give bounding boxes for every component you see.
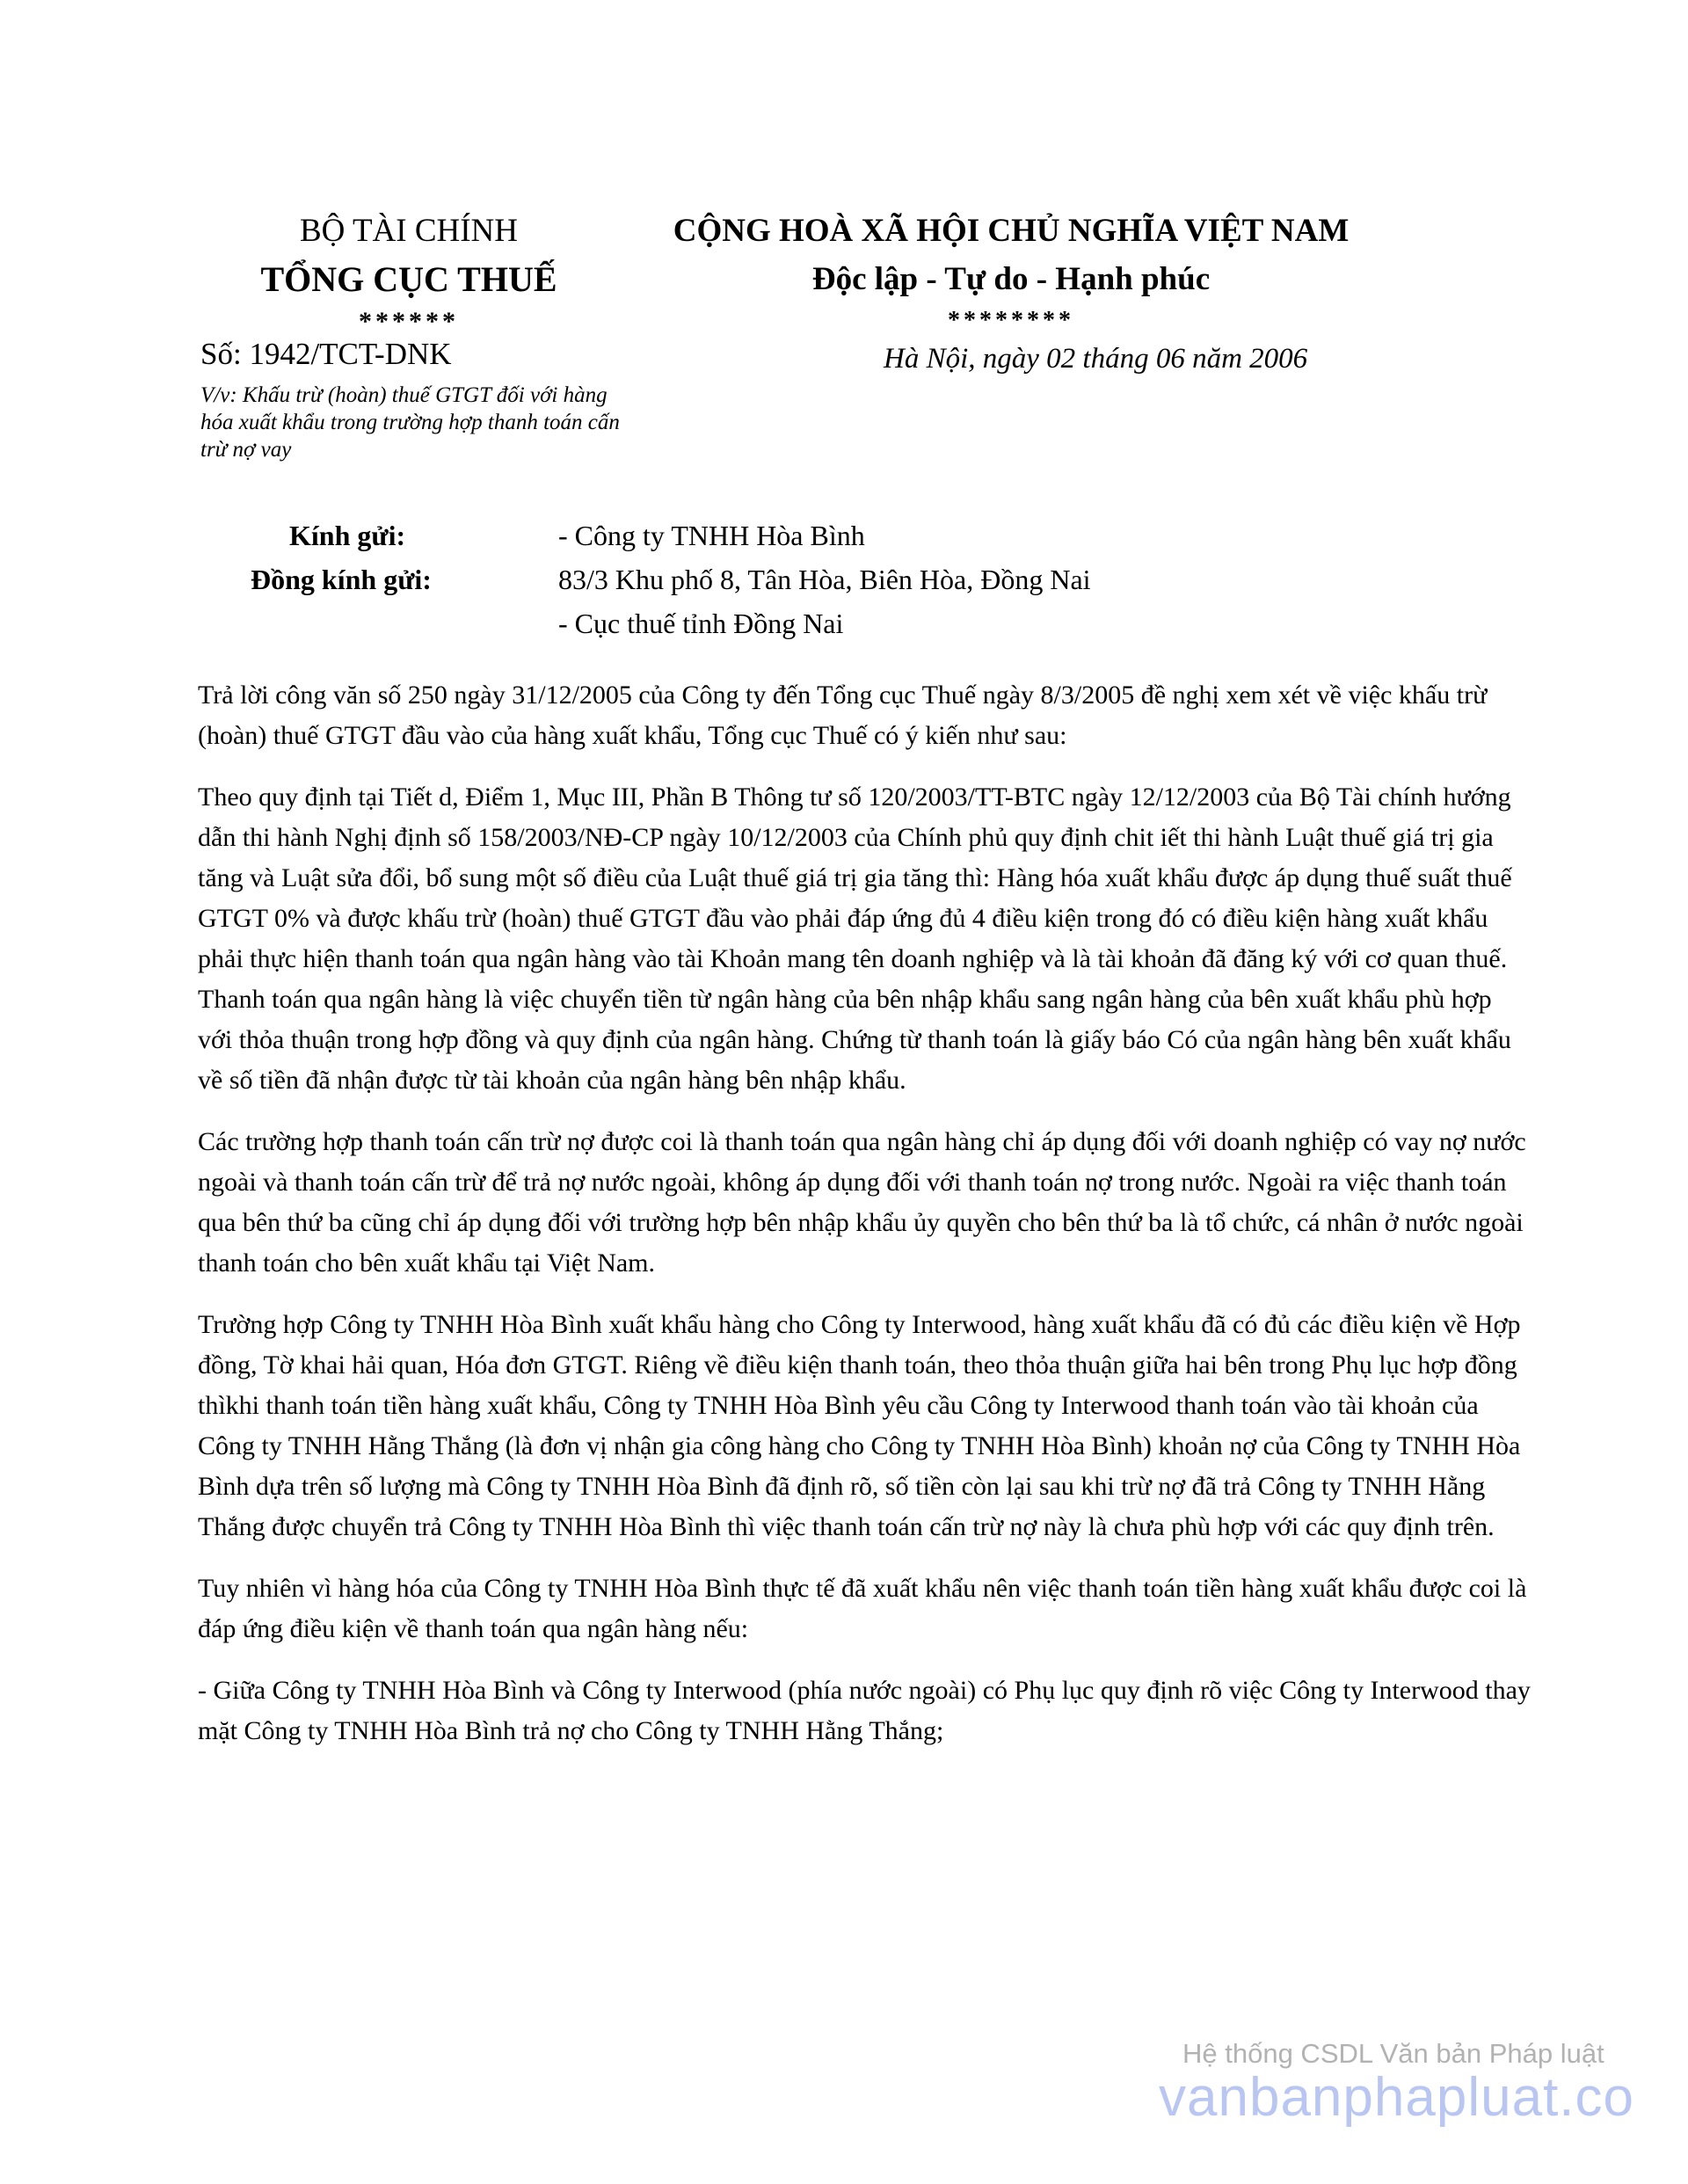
watermark-site: vanbanphapluat.co [1159, 2067, 1635, 2128]
issuer-separator: ****** [359, 307, 459, 336]
subject-line: V/v: Khấu trừ (hoàn) thuế GTGT đối với hàng hóa xuất khẩu trong trường hợp thanh toán cấn trừ nợ vay [200, 383, 620, 462]
paragraph-intro: Trả lời công văn số 250 ngày 31/12/2005 của Công ty đến Tổng cục Thuế ngày 8/3/2005 đề nghị xem xét về việc khấu trừ (hoàn) thuế GTGT đầu vào của hàng xuất khẩu, Tổng cục Thuế có ý kiến như sau: [198, 681, 1488, 750]
issuer-block [198, 207, 620, 338]
recipient-to-value: - Công ty TNHH Hòa Bình [558, 520, 865, 551]
document-number: Số: 1942/TCT-DNK [200, 337, 452, 371]
paragraph-condition-intro: Tuy nhiên vì hàng hóa của Công ty TNHH Hòa Bình thực tế đã xuất khẩu nên việc thanh toán tiền hàng xuất khẩu được coi là đáp ứng điều kiện về thanh toán qua ngân hàng nếu: [198, 1574, 1527, 1643]
letter-body [198, 675, 1532, 1773]
recipient-label-spacer [251, 601, 558, 645]
issuer-department: TỔNG CỤC THUẾ [260, 259, 557, 299]
recipient-address-value: 83/3 Khu phố 8, Tân Hòa, Biên Hòa, Đồng Nai [558, 564, 1091, 595]
recipients-block [251, 513, 1091, 645]
paragraph-regulation: Theo quy định tại Tiết d, Điểm 1, Mục III, Phần B Thông tư số 120/2003/TT-BTC ngày 12/12/2003 của Bộ Tài chính hướng dẫn thi hành Nghị định số 158/2003/NĐ-CP ngày 10/12/2003 của Chính phủ quy định chit iết thi hành Luật thuế giá trị gia tăng và Luật sửa đổi, bổ sung một số điều của Luật thuế giá trị gia tăng thì: Hàng hóa xuất khẩu được áp dụng thuế suất thuế GTGT 0% và được khấu trừ (hoàn) thuế GTGT đầu vào phải đáp ứng đủ 4 điều kiện trong đó có điều kiện hàng xuất khẩu phải thực hiện thanh toán qua ngân hàng vào tài Khoản mang tên doanh nghiệp và là tài khoản đã đăng ký với cơ quan thuế. Thanh toán qua ngân hàng là việc chuyển tiền từ ngân hàng của bên nhập khẩu sang ngân hàng của bên xuất khẩu phù hợp với thỏa thuận trong hợp đồng và quy định của ngân hàng. Chứng từ thanh toán là giấy báo Có của ngân hàng bên xuất khẩu về số tiền đã nhận được từ tài khoản của ngân hàng bên nhập khẩu. [198, 783, 1512, 1095]
watermark-system-label: Hệ thống CSDL Văn bản Pháp luật [1182, 2038, 1604, 2069]
recipient-cc-label: Đồng kính gửi: [251, 564, 432, 595]
paragraph-condition-item: - Giữa Công ty TNHH Hòa Bình và Công ty Interwood (phía nước ngoài) có Phụ lục quy định rõ việc Công ty Interwood thay mặt Công ty TNHH Hòa Bình trả nợ cho Công ty TNHH Hằng Thắng; [198, 1676, 1531, 1745]
dateline: Hà Nội, ngày 02 tháng 06 năm 2006 [884, 343, 1308, 375]
recipient-cc-value: - Cục thuế tỉnh Đồng Nai [558, 608, 844, 639]
national-motto: Độc lập - Tự do - Hạnh phúc [811, 261, 1211, 297]
paragraph-case-details: Trường hợp Công ty TNHH Hòa Bình xuất khẩu hàng cho Công ty Interwood, hàng xuất khẩu đã có đủ các điều kiện về Hợp đồng, Tờ khai hải quan, Hóa đơn GTGT. Riêng về điều kiện thanh toán, theo thỏa thuận giữa hai bên trong Phụ lục hợp đồng thìkhi thanh toán tiền hàng xuất khẩu, Công ty TNHH Hòa Bình yêu cầu Công ty Interwood thanh toán vào tài khoản của Công ty TNHH Hằng Thắng (là đơn vị nhận gia công hàng cho Công ty TNHH Hòa Bình) khoản nợ của Công ty TNHH Hòa Bình dựa trên số lượng mà Công ty TNHH Hòa Bình đã định rõ, số tiền còn lại sau khi trừ nợ đã trả Công ty TNHH Hằng Thắng được chuyển trả Công ty TNHH Hòa Bình thì việc thanh toán cấn trừ nợ này là chưa phù hợp với các quy định trên. [198, 1310, 1521, 1541]
national-title: CỘNG HOÀ XÃ HỘI CHỦ NGHĨA VIỆT NAM [673, 213, 1350, 249]
republic-block [646, 207, 1376, 336]
paragraph-offset-cases: Các trường hợp thanh toán cấn trừ nợ được coi là thanh toán qua ngân hàng chỉ áp dụng đối với doanh nghiệp có vay nợ nước ngoài và thanh toán cấn trừ để trả nợ nước ngoài, không áp dụng đối với thanh toán nợ trong nước. Ngoài ra việc thanh toán qua bên thứ ba cũng chỉ áp dụng đối với trường hợp bên nhập khẩu ủy quyền cho bên thứ ba là tổ chức, cá nhân ở nước ngoài thanh toán cho bên xuất khẩu tại Việt Nam. [198, 1127, 1526, 1278]
recipient-to-label: Kính gửi: [289, 520, 406, 551]
motto-separator: ******** [948, 307, 1074, 334]
issuer-ministry: BỘ TÀI CHÍNH [299, 213, 519, 249]
